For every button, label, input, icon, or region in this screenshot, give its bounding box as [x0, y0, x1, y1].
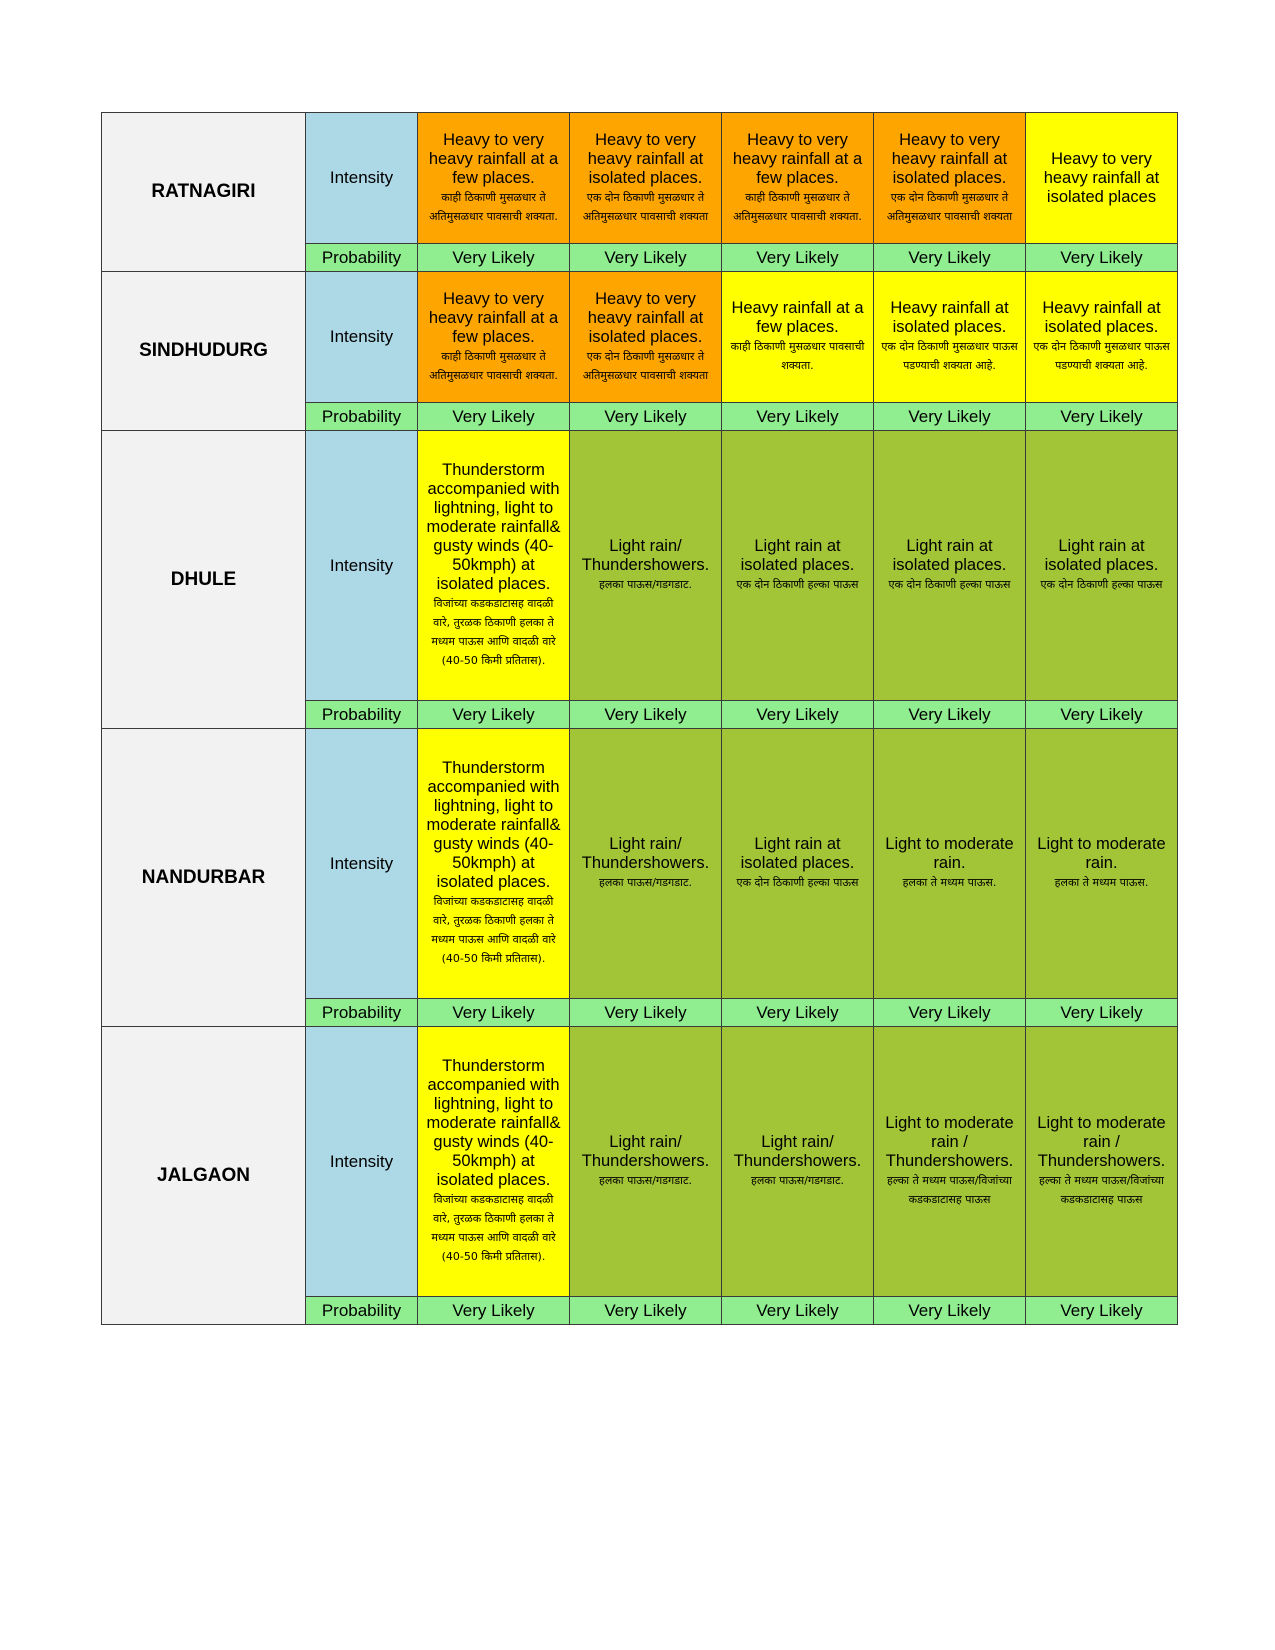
intensity-cell: [874, 431, 1026, 701]
forecast-english: Light rain/ Thundershowers.: [733, 1133, 862, 1170]
district-name: RATNAGIRI: [102, 113, 306, 272]
forecast-english: Light to moderate rain / Thundershowers.: [1037, 1114, 1166, 1170]
forecast-english: Heavy to very heavy rainfall at isolated places.: [587, 289, 704, 346]
probability-label: Probability: [306, 403, 418, 431]
intensity-row: [102, 272, 1178, 403]
forecast-marathi: काही ठिकाणी मुसळधार पावसाची शक्यता.: [730, 340, 865, 372]
forecast-marathi: एक दोन ठिकाणी मुसळधार ते अतिमुसळधार पावसाची शक्यता: [886, 190, 1013, 223]
forecast-english: Light to moderate rain.: [885, 835, 1014, 872]
forecast-marathi: एक दोन ठिकाणी हल्का पाऊस: [736, 578, 859, 591]
probability-cell: Very Likely: [874, 1297, 1026, 1325]
forecast-marathi: विजांच्या कडकडाटासह वादळी वारे, तुरळक ठिकाणी हलका ते मध्यम पाऊस आणि वादळी वारे (40-50 किमी प्रतितास).: [431, 1193, 556, 1263]
forecast-marathi: एक दोन ठिकाणी हल्का पाऊस: [888, 578, 1011, 591]
probability-cell: Very Likely: [570, 403, 722, 431]
forecast-english: Heavy to very heavy rainfall at a few places.: [428, 289, 559, 346]
intensity-cell: [1026, 272, 1178, 403]
forecast-marathi: हल्का ते मध्यम पाऊस/विजांच्या कडकडाटासह पाऊस: [1039, 1174, 1164, 1206]
forecast-english: Light rain/ Thundershowers.: [581, 537, 710, 574]
probability-cell: Very Likely: [722, 701, 874, 729]
forecast-english: Light to moderate rain / Thundershowers.: [885, 1114, 1014, 1170]
forecast-marathi: एक दोन ठिकाणी मुसळधार ते अतिमुसळधार पावसाची शक्यता: [582, 349, 709, 382]
probability-label: Probability: [306, 1297, 418, 1325]
probability-cell: Very Likely: [418, 244, 570, 272]
intensity-cell: [1026, 113, 1178, 244]
forecast-english: Thunderstorm accompanied with lightning, light to moderate rainfall& gusty winds (40-50kmph) at isolated places.: [426, 1057, 561, 1189]
probability-cell: Very Likely: [418, 1297, 570, 1325]
forecast-english: Light rain/ Thundershowers.: [581, 835, 710, 872]
probability-cell: Very Likely: [570, 701, 722, 729]
forecast-english: Thunderstorm accompanied with lightning, light to moderate rainfall& gusty winds (40-50kmph) at isolated places.: [426, 759, 561, 891]
intensity-cell: [874, 113, 1026, 244]
probability-cell: Very Likely: [874, 403, 1026, 431]
probability-cell: Very Likely: [874, 999, 1026, 1027]
forecast-english: Heavy to very heavy rainfall at isolated places.: [587, 130, 704, 187]
forecast-english: Light rain at isolated places.: [740, 537, 855, 574]
forecast-marathi: हलका पाऊस/गडगडाट.: [598, 876, 692, 889]
forecast-marathi: काही ठिकाणी मुसळधार ते अतिमुसळधार पावसाची शक्यता.: [429, 190, 558, 223]
district-name: SINDHUDURG: [102, 272, 306, 431]
probability-cell: Very Likely: [722, 1297, 874, 1325]
intensity-cell: [570, 431, 722, 701]
probability-cell: Very Likely: [722, 999, 874, 1027]
probability-cell: Very Likely: [570, 999, 722, 1027]
forecast-marathi: एक दोन ठिकाणी हल्का पाऊस: [1040, 578, 1163, 591]
forecast-english: Heavy to very heavy rainfall at a few places.: [428, 130, 559, 187]
forecast-marathi: हलका ते मध्यम पाऊस.: [902, 876, 997, 889]
forecast-marathi: काही ठिकाणी मुसळधार ते अतिमुसळधार पावसाची शक्यता.: [733, 190, 862, 223]
forecast-marathi: हलका पाऊस/गडगडाट.: [598, 578, 692, 591]
intensity-cell: [1026, 431, 1178, 701]
district-name: JALGAON: [102, 1027, 306, 1325]
intensity-cell: [1026, 729, 1178, 999]
probability-cell: Very Likely: [418, 403, 570, 431]
intensity-cell: [722, 113, 874, 244]
table-body: [102, 113, 1178, 1325]
intensity-cell: [722, 431, 874, 701]
intensity-cell: [722, 729, 874, 999]
intensity-row: [102, 1027, 1178, 1297]
probability-cell: Very Likely: [570, 1297, 722, 1325]
forecast-english: Heavy to very heavy rainfall at isolated places.: [891, 130, 1008, 187]
intensity-label: Intensity: [306, 1027, 418, 1297]
forecast-english: Heavy to very heavy rainfall at isolated places: [1043, 149, 1160, 206]
intensity-cell: [570, 113, 722, 244]
probability-label: Probability: [306, 244, 418, 272]
probability-cell: Very Likely: [1026, 999, 1178, 1027]
forecast-marathi: विजांच्या कडकडाटासह वादळी वारे, तुरळक ठिकाणी हलका ते मध्यम पाऊस आणि वादळी वारे (40-50 किमी प्रतितास).: [431, 895, 556, 965]
forecast-marathi: विजांच्या कडकडाटासह वादळी वारे, तुरळक ठिकाणी हलका ते मध्यम पाऊस आणि वादळी वारे (40-50 किमी प्रतितास).: [431, 597, 556, 667]
probability-cell: Very Likely: [1026, 403, 1178, 431]
intensity-cell: [418, 272, 570, 403]
probability-cell: Very Likely: [1026, 244, 1178, 272]
intensity-label: Intensity: [306, 113, 418, 244]
forecast-english: Light rain/ Thundershowers.: [581, 1133, 710, 1170]
probability-cell: Very Likely: [874, 244, 1026, 272]
intensity-cell: [570, 1027, 722, 1297]
probability-cell: Very Likely: [570, 244, 722, 272]
probability-cell: Very Likely: [722, 403, 874, 431]
forecast-english: Light to moderate rain.: [1037, 835, 1166, 872]
intensity-cell: [722, 272, 874, 403]
district-name: NANDURBAR: [102, 729, 306, 1027]
forecast-english: Heavy rainfall at isolated places.: [1042, 299, 1161, 336]
probability-cell: Very Likely: [418, 701, 570, 729]
probability-cell: Very Likely: [418, 999, 570, 1027]
probability-cell: Very Likely: [722, 244, 874, 272]
intensity-cell: [874, 729, 1026, 999]
district-forecast-table: [101, 112, 1178, 1325]
intensity-row: [102, 729, 1178, 999]
intensity-row: [102, 113, 1178, 244]
probability-label: Probability: [306, 701, 418, 729]
forecast-marathi: हल्का ते मध्यम पाऊस/विजांच्या कडकडाटासह पाऊस: [887, 1174, 1012, 1206]
forecast-english: Thunderstorm accompanied with lightning, light to moderate rainfall& gusty winds (40-50kmph) at isolated places.: [426, 461, 561, 593]
intensity-cell: [418, 113, 570, 244]
intensity-label: Intensity: [306, 272, 418, 403]
forecast-english: Light rain at isolated places.: [740, 835, 855, 872]
forecast-marathi: एक दोन ठिकाणी मुसळधार पाऊस पडण्याची शक्यता आहे.: [1033, 340, 1170, 372]
probability-cell: Very Likely: [874, 701, 1026, 729]
intensity-row: [102, 431, 1178, 701]
intensity-cell: [570, 729, 722, 999]
forecast-marathi: एक दोन ठिकाणी हल्का पाऊस: [736, 876, 859, 889]
probability-cell: Very Likely: [1026, 1297, 1178, 1325]
forecast-marathi: हलका ते मध्यम पाऊस.: [1054, 876, 1149, 889]
forecast-english: Heavy rainfall at a few places.: [731, 299, 864, 336]
intensity-cell: [874, 1027, 1026, 1297]
intensity-cell: [418, 1027, 570, 1297]
forecast-english: Heavy rainfall at isolated places.: [890, 299, 1009, 336]
forecast-marathi: एक दोन ठिकाणी मुसळधार पाऊस पडण्याची शक्यता आहे.: [881, 340, 1018, 372]
forecast-english: Light rain at isolated places.: [1044, 537, 1159, 574]
intensity-cell: [570, 272, 722, 403]
intensity-label: Intensity: [306, 431, 418, 701]
forecast-marathi: हलका पाऊस/गडगडाट.: [750, 1174, 844, 1187]
intensity-label: Intensity: [306, 729, 418, 999]
probability-label: Probability: [306, 999, 418, 1027]
intensity-cell: [1026, 1027, 1178, 1297]
forecast-marathi: हलका पाऊस/गडगडाट.: [598, 1174, 692, 1187]
intensity-cell: [722, 1027, 874, 1297]
district-name: DHULE: [102, 431, 306, 729]
forecast-marathi: एक दोन ठिकाणी मुसळधार ते अतिमुसळधार पावसाची शक्यता: [582, 190, 709, 223]
intensity-cell: [874, 272, 1026, 403]
forecast-english: Heavy to very heavy rainfall at a few places.: [732, 130, 863, 187]
forecast-marathi: काही ठिकाणी मुसळधार ते अतिमुसळधार पावसाची शक्यता.: [429, 349, 558, 382]
forecast-english: Light rain at isolated places.: [892, 537, 1007, 574]
probability-cell: Very Likely: [1026, 701, 1178, 729]
intensity-cell: [418, 431, 570, 701]
intensity-cell: [418, 729, 570, 999]
